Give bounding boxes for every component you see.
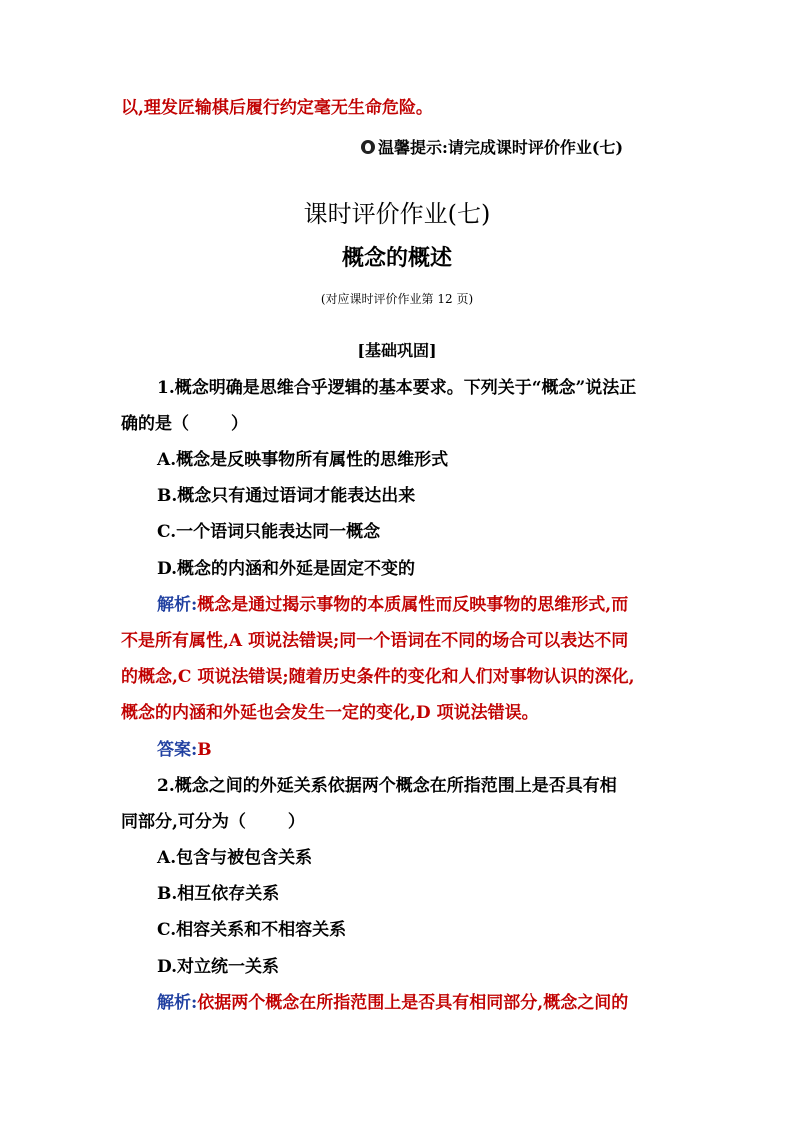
question-2-option-d: D.对立统一关系: [157, 957, 280, 977]
question-2-stem-line-2: [121, 811, 305, 833]
question-2-stem-text: 同部分,可分为（: [121, 812, 246, 832]
question-1-option-c: C.一个语词只能表达同一概念: [157, 522, 381, 542]
question-1-analysis-line-3: 的概念,C 项说法错误;随着历史条件的变化和人们对事物认识的深化,: [121, 667, 635, 687]
question-1-option-a: A.概念是反映事物所有属性的思维形式: [157, 450, 449, 470]
question-1-stem-line-2: [121, 413, 248, 435]
question-2-stem-line-1: 2.概念之间的外延关系依据两个概念在所指范围上是否具有相: [157, 776, 617, 796]
analysis-label: 解析:: [157, 993, 198, 1013]
question-1-answer: [157, 739, 212, 761]
section-heading: [基础巩固]: [357, 341, 437, 360]
question-1-stem-text: 确的是（: [121, 414, 189, 434]
analysis-text: 依据两个概念在所指范围上是否具有相同部分,概念之间的: [197, 993, 629, 1013]
question-1-analysis-line-2: 不是所有属性,A 项说法错误;同一个语词在不同的场合可以表达不同: [121, 631, 629, 651]
question-2-option-b: B.相互依存关系: [157, 884, 280, 904]
tip-line: [361, 135, 623, 158]
question-2-option-a: A.包含与被包含关系: [157, 848, 313, 868]
question-1-analysis-line-1: [157, 594, 628, 616]
question-1-paren-close: ）: [231, 414, 248, 434]
page-subtitle: 概念的概述: [341, 245, 452, 271]
question-2-analysis-line-1: [157, 992, 628, 1014]
answer-label: 答案:: [157, 740, 198, 760]
page-title: 课时评价作业(七): [303, 200, 491, 228]
question-1-stem-line-1: 1.概念明确是思维合乎逻辑的基本要求。下列关于“概念”说法正: [157, 378, 637, 398]
question-2-option-c: C.相容关系和不相容关系: [157, 920, 347, 940]
question-1-option-b: B.概念只有通过语词才能表达出来: [157, 486, 416, 506]
tip-text: 请完成课时评价作业(七): [447, 138, 624, 157]
tip-label: 温馨提示:: [378, 138, 448, 157]
question-1-option-d: D.概念的内涵和外延是固定不变的: [157, 559, 416, 579]
analysis-text: 概念是通过揭示事物的本质属性而反映事物的思维形式,而: [197, 595, 629, 615]
question-1-analysis-line-4: 概念的内涵和外延也会发生一定的变化,D 项说法错误。: [121, 703, 539, 723]
analysis-label: 解析:: [157, 595, 198, 615]
tip-icon: [361, 140, 375, 154]
page-reference-note: (对应课时评价作业第 12 页): [320, 292, 474, 306]
answer-value: B: [197, 740, 212, 760]
previous-page-tail: 以,理发匠输棋后履行约定毫无生命危险。: [121, 98, 433, 118]
question-2-paren-close: ）: [287, 812, 305, 832]
